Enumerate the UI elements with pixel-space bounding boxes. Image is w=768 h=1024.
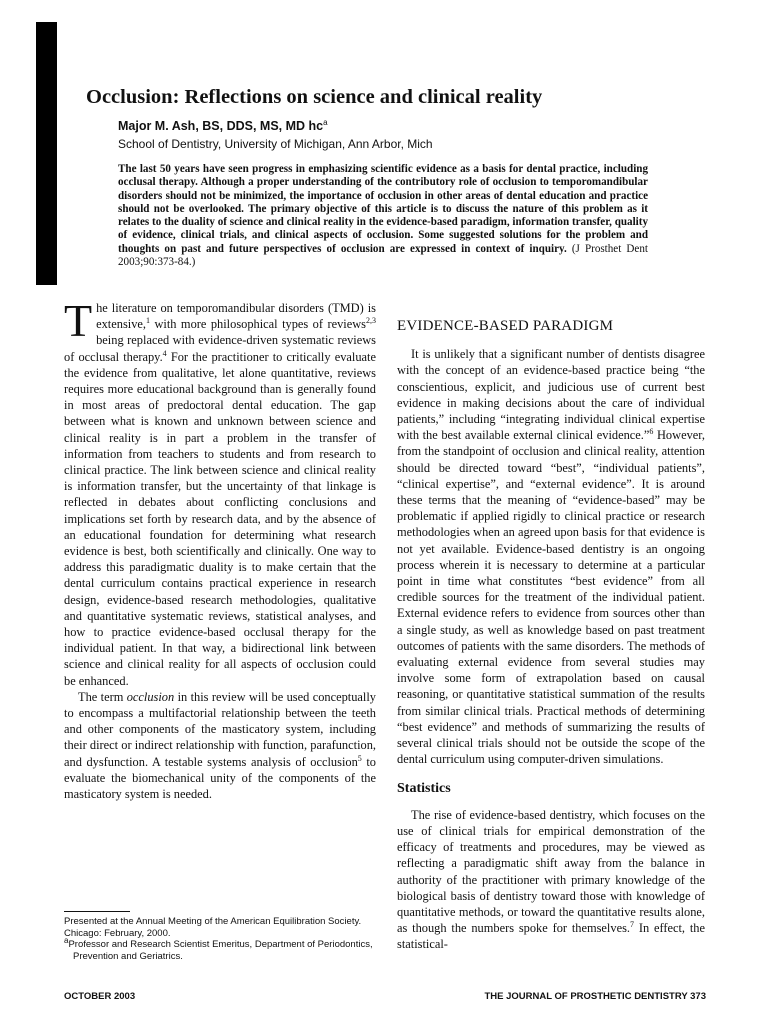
abstract-citation: (J Prosthet Dent 2003;90:373-84.) xyxy=(118,242,648,268)
footnote-author: $^a$Professor and Research Scientist Emeritus, Department of Periodontics, Prevention and Geriatrics. xyxy=(64,935,373,962)
footer-journal-page: THE JOURNAL OF PROSTHETIC DENTISTRY 373 xyxy=(484,991,706,1002)
reference-mark: 2,3 xyxy=(366,316,376,326)
reference-mark: 6 xyxy=(649,427,654,437)
author-affiliation: School of Dentistry, University of Michigan, Ann Arbor, Mich xyxy=(118,137,433,151)
drop-cap: T xyxy=(64,295,93,346)
footnote-presented: Presented at the Annual Meeting of the American Equilibration Society. Chicago: February, 2000. xyxy=(64,916,362,939)
footnotes xyxy=(64,916,376,962)
reference-mark: 4 xyxy=(162,348,167,358)
section-heading: EVIDENCE-BASED PARADIGM xyxy=(397,318,614,334)
italic-term: occlusion xyxy=(126,689,175,704)
article-title: Occlusion: Reflections on science and clinical reality xyxy=(86,86,543,108)
reference-mark: 5 xyxy=(357,753,362,763)
statistics-paragraph: The rise of evidence-based dentistry, which focuses on the use of clinical trials for empirical demonstration of the efficacy of treatments and procedures, may be viewed as reflecting a paradigmatic shift away from the balance in authority of the practitioner with primary knowledge of the biological basis of dentistry toward those with knowledge of quantitative methods, or toward the quantitative results alone, as though the numbers spoke for themselves.$^7$ In effect, the statistical- xyxy=(397,807,705,952)
left-column xyxy=(64,295,376,802)
footer-date: OCTOBER 2003 xyxy=(64,991,136,1002)
author-footnote-mark: a xyxy=(323,117,328,127)
intro-paragraph: The literature on temporomandibular disorders (TMD) is extensive,$^1$ with more philosophical types of reviews$^{2,3}$ being replaced with evidence-driven systematic reviews of occlusal therapy.$^4$ For the practitioner to critically evaluate the evidence from qualitative, let alone quantitative, reviews requires more educational background than is generally found in most areas of predoctoral dental education. The gap between what is known and unknown between science and clinical reality is in part a problem in the transfer of information from teachers to students and from research to clinical practice. The link between science and clinical reality is information transfer, but the uncertainty of that linkage is reflected in debates about conflicting conclusions and implications set forth by research data, and by the absence of an educational foundation for determining what research evidence is best, both scientifically and clinically. One way to address this paradigmatic duality is to make certain that the dental curriculum contains practical experience in research design, evidence-based research methodologies, qualitative and quantitative systematic reviews, statistical analyses, and how to practice evidence-based occlusal therapy for the individual patient. In that way, a bidirectional link between science and clinical reality for all aspects of occlusion could be enhanced. xyxy=(64,295,376,688)
occlusion-paragraph: The term occlusion in this review will be used conceptually to encompass a multifactorial relationship between the teeth and other components of the masticatory system, including their direct or indirect relationship with function, parafunction, and dysfunction. A testable systems analysis of occlusion$^5$ to evaluate the biomechanical unity of the components of the masticatory system is needed. xyxy=(64,689,376,802)
abstract-text: The last 50 years have seen progress in emphasizing scientific evidence as a basis for dental practice, including occlusal therapy. Although a proper understanding of the contributory role of occlusion to temporomandibular disorders should not be minimized, the importance of occlusion in other areas of dental education and practice should not be overlooked. The primary objective of this article is to discuss the nature of this problem as it relates to the duality of science and clinical reality in the evidence-based paradigm, information transfer, quality of evidence, clinical trials, and clinical aspects of occlusion. Some suggested solutions for the problem and thoughts on past and future perspectives of occlusion are expressed in context of inquiry. xyxy=(118,163,648,255)
abstract xyxy=(118,163,648,269)
reference-mark: 7 xyxy=(630,919,634,929)
author-line xyxy=(118,119,328,133)
subsection-heading: Statistics xyxy=(397,781,451,797)
footnote-rule xyxy=(64,911,130,912)
reference-mark: 1 xyxy=(146,316,150,326)
black-margin-bar xyxy=(36,22,57,285)
evidence-paragraph: It is unlikely that a significant number of dentists disagree with the concept of an evidence-based practice being “the conscientious, explicit, and judicious use of current best evidence in making decisions about the care of individual patients,” including “integrating individual clinical expertise with the best available external clinical evidence.”$^6$ However, from the standpoint of occlusion and clinical reality, attention should be directed toward “best”, “individual patients”, “clinical expertise”, and “external evidence”. It is around these terms that the meaning of “evidence-based” may be problematic if applied rigidly to clinical practice or research methodologies when an agreed upon basis for that evidence is not yet available. Evidence-based dentistry is an ongoing process wherein it is necessary to determine at a particular point in time what constitutes “best evidence” from all credible sources for the treatment of the individual patient. External evidence refers to evidence from sources other than a single study, as well as knowledge based on past treatment outcomes of patients with the same disorders. The methods of evaluating external evidence from several studies may involve some form of extrapolation based on causal reasoning, or quantitative statistical summation of the results from similar clinical trials. Practical methods of determining “best evidence” and methods of summarizing the results of several clinical trials should not be outside the scope of the dental curriculum using computer-driven simulations. xyxy=(397,347,705,767)
author-name: Major M. Ash, BS, DDS, MS, MD hc xyxy=(118,119,324,133)
right-column xyxy=(397,318,705,953)
